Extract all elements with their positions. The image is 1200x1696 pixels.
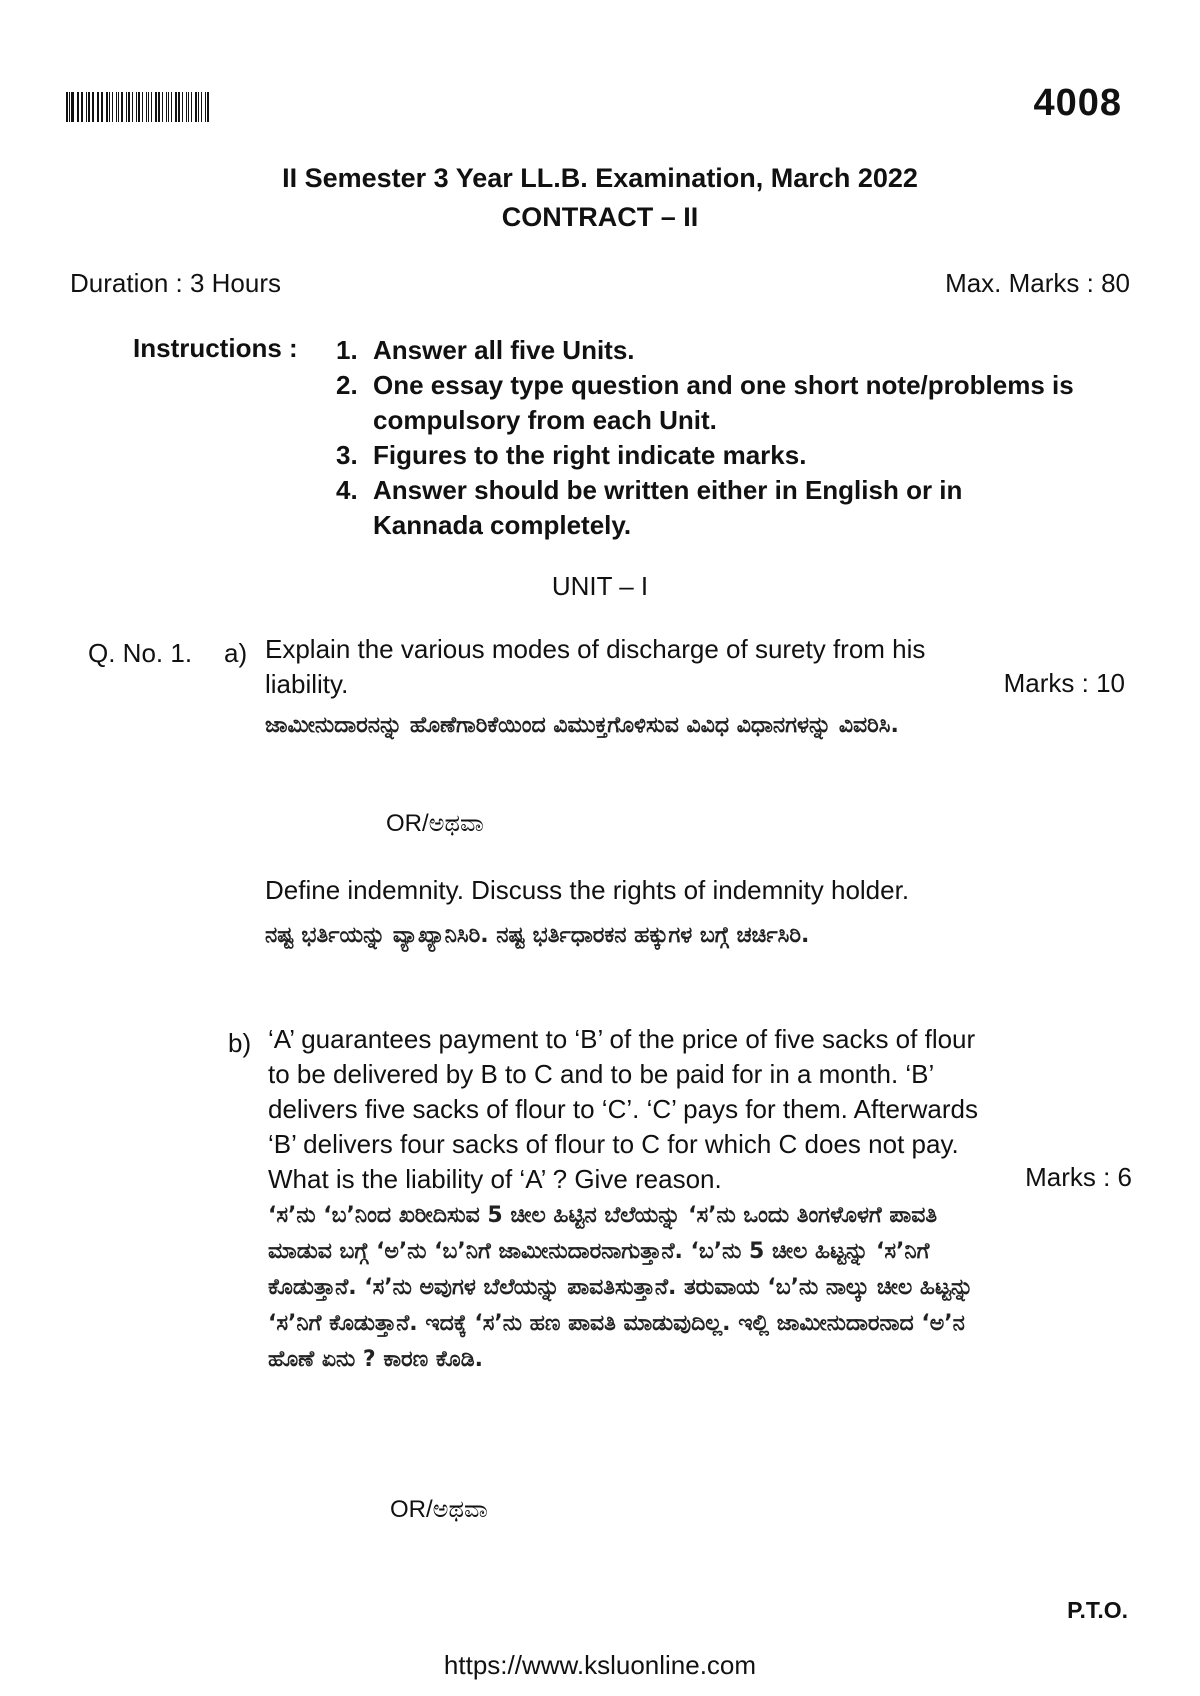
part-a-question-kn: ಜಾಮೀನುದಾರನನ್ನು ಹೊಣೆಗಾರಿಕೆಯಿಂದ ವಿಮುಕ್ತಗೊಳಿಸುವ ವಿವಿಧ ವಿಧಾನಗಳನ್ನು ವಿವರಿಸಿ.	[265, 713, 899, 738]
question-number: Q. No. 1.	[88, 638, 193, 668]
part-a-question-en: Explain the various modes of discharge of surety from his liability.	[265, 634, 926, 699]
instructions-list	[336, 333, 1096, 543]
instruction-item: 1. Answer all five Units.	[336, 335, 635, 365]
exam-title: II Semester 3 Year LL.B. Examination, March 2022	[282, 163, 918, 193]
unit-heading: UNIT – I	[551, 571, 649, 601]
duration: Duration : 3 Hours	[70, 268, 281, 298]
instruction-item: 4. Answer should be written either in English or in Kannada completely.	[336, 475, 963, 540]
barcode	[66, 92, 211, 122]
part-a-alt-question-en: Define indemnity. Discuss the rights of indemnity holder.	[265, 875, 910, 905]
part-a-marks: Marks : 10	[1003, 668, 1125, 698]
subject-title: CONTRACT – II	[501, 202, 699, 232]
instructions-label: Instructions :	[133, 333, 298, 363]
max-marks: Max. Marks : 80	[945, 268, 1130, 298]
part-a-alt-question-kn: ನಷ್ಟ ಭರ್ತಿಯನ್ನು ವ್ಯಾಖ್ಯಾನಿಸಿರಿ. ನಷ್ಟ ಭರ್ತಿಧಾರಕನ ಹಕ್ಕುಗಳ ಬಗ್ಗೆ ಚರ್ಚಿಸಿರಿ.	[265, 923, 810, 948]
part-b-question-en: ‘A’ guarantees payment to ‘B’ of the price of five sacks of flour to be delivered by B to C and to be paid for in a month. ‘B’ delivers five sacks of flour to ‘C’. ‘C’ pays for them. Afterwards ‘B’ delivers four sacks of flour to C for which C does not pay. What is the liability of ‘A’ ? Give reason.	[268, 1024, 978, 1194]
or-separator: OR/ಅಥವಾ	[390, 1496, 488, 1523]
part-a-label: a)	[224, 638, 248, 668]
or-separator: OR/ಅಥವಾ	[386, 810, 484, 837]
instruction-item: 2. One essay type question and one short note/problems is compulsory from each Unit.	[336, 370, 1074, 435]
part-b-marks: Marks : 6	[1025, 1162, 1132, 1192]
part-b-question-kn: ‘ಸ’ನು ‘ಬ’ನಿಂದ ಖರೀದಿಸುವ 5 ಚೀಲ ಹಿಟ್ಟಿನ ಬೆಲೆಯನ್ನು ‘ಸ’ನು ಒಂದು ತಿಂಗಳೊಳಗೆ ಪಾವತಿ ಮಾಡುವ ಬಗ್ಗೆ ‘ಅ’ನು ‘ಬ’ನಿಗೆ ಜಾಮೀನುದಾರನಾಗುತ್ತಾನೆ. ‘ಬ’ನು 5 ಚೀಲ ಹಿಟ್ಟನ್ನು ‘ಸ’ನಿಗೆ ಕೊಡುತ್ತಾನೆ. ‘ಸ’ನು ಅವುಗಳ ಬೆಲೆಯನ್ನು ಪಾವತಿಸುತ್ತಾನೆ. ತರುವಾಯ ‘ಬ’ನು ನಾಲ್ಕು ಚೀಲ ಹಿಟ್ಟನ್ನು ‘ಸ’ನಿಗೆ ಕೊಡುತ್ತಾನೆ. ಇದಕ್ಕೆ ‘ಸ’ನು ಹಣ ಪಾವತಿ ಮಾಡುವುದಿಲ್ಲ. ಇಲ್ಲಿ ಜಾಮೀನುದಾರನಾದ ‘ಅ’ನ ಹೊಣೆ ಏನು ? ಕಾರಣ ಕೊಡಿ.	[268, 1203, 974, 1372]
part-b-label: b)	[228, 1028, 252, 1058]
instruction-item: 3. Figures to the right indicate marks.	[336, 440, 807, 470]
page-turn-over: P.T.O.	[1067, 1597, 1128, 1623]
footer-url: https://www.ksluonline.com	[443, 1650, 757, 1680]
paper-code: 4008	[1033, 82, 1122, 124]
